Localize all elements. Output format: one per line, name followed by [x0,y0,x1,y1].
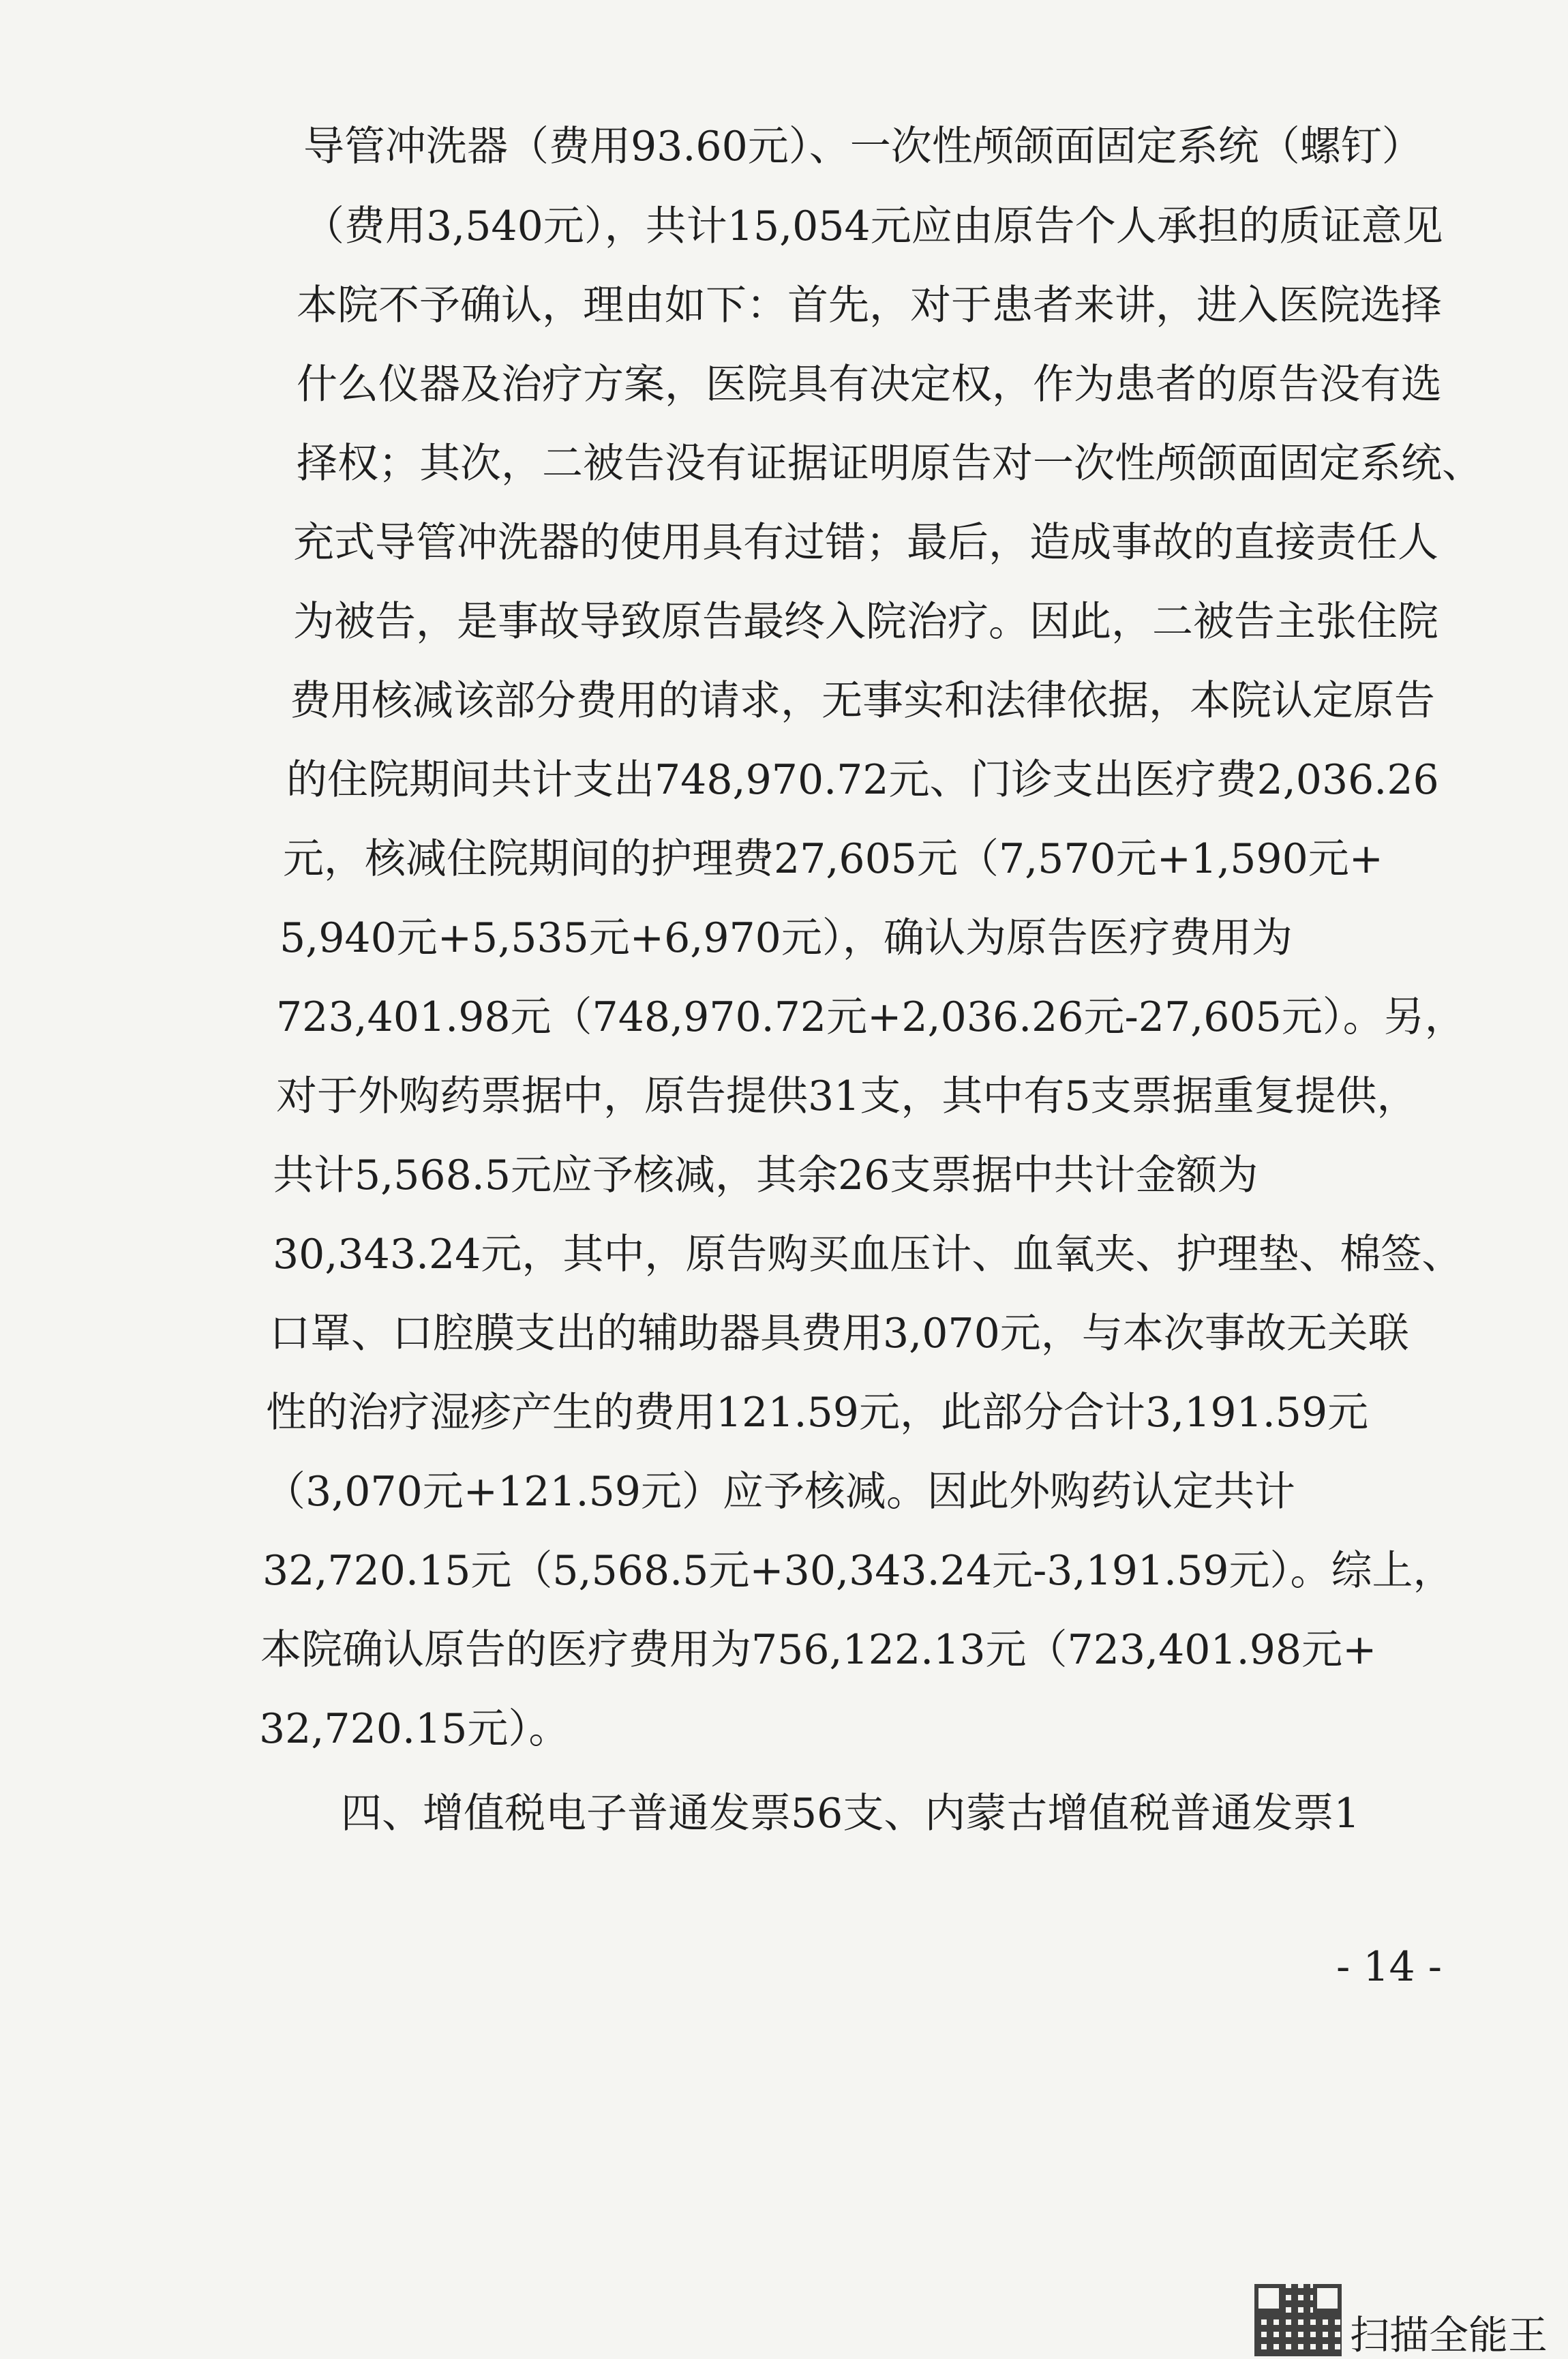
watermark-text: 扫描全能王 [1350,2312,1548,2358]
qr-code-icon [1254,2284,1342,2356]
text-line-6: 充式导管冲洗器的使用具有过错；最后，造成事故的直接责任人 [293,519,1438,567]
text-line-4: 什么仪器及治疗方案，医院具有决定权，作为患者的原告没有选 [297,361,1442,408]
text-line-8: 费用核减该部分费用的请求，无事实和法律依据，本院认定原告 [290,677,1435,725]
text-line-11: 5,940元+5,535元+6,970元），确认为原告医疗费用为 [280,914,1293,962]
text-line-2: （费用3,540元），共计15,054元应由原告个人承担的质证意见 [303,202,1443,250]
text-line-9: 的住院期间共计支出748,970.72元、门诊支出医疗费2,036.26 [286,756,1439,804]
text-line-16: 口罩、口腔膜支出的辅助器具费用3,070元，与本次事故无关联 [269,1310,1409,1357]
text-line-5: 择权；其次，二被告没有证据证明原告对一次性颅颌面固定系统、 [297,440,1483,487]
text-line-10: 元，核减住院期间的护理费27,605元（7,570元+1,590元+ [283,835,1384,883]
text-line-20: 本院确认原告的医疗费用为756,122.13元（723,401.98元+ [260,1626,1377,1674]
text-line-17: 性的治疗湿疹产生的费用121.59元，此部分合计3,191.59元 [266,1389,1369,1437]
text-line-21: 32,720.15元）。 [259,1705,570,1753]
text-line-1: 导管冲洗器（费用93.60元）、一次性颅颌面固定系统（螺钉） [303,123,1423,170]
text-line-13: 对于外购药票据中，原告提供31支，其中有5支票据重复提供， [276,1072,1418,1120]
text-line-18: （3,070元+121.59元）应予核减。因此外购药认定共计 [265,1468,1295,1516]
text-line-19: 32,720.15元（5,568.5元+30,343.24元-3,191.59元）。综上， [262,1547,1454,1595]
text-line-12: 723,401.98元（748,970.72元+2,036.26元-27,605元）。另， [276,993,1466,1041]
next-paragraph-line: 四、增值税电子普通发票56支、内蒙古增值税普通发票1 [341,1790,1360,1837]
text-line-7: 为被告，是事故导致原告最终入院治疗。因此，二被告主张住院 [293,598,1438,646]
scanner-watermark [1254,2284,1568,2356]
text-line-15: 30,343.24元，其中，原告购买血压计、血氧夹、护理垫、棉签、 [273,1231,1463,1278]
page-number: - 14 - [1336,1943,1443,1991]
text-line-3: 本院不予确认，理由如下：首先，对于患者来讲，进入医院选择 [297,282,1442,329]
text-line-14: 共计5,568.5元应予核减，其余26支票据中共计金额为 [273,1152,1258,1199]
